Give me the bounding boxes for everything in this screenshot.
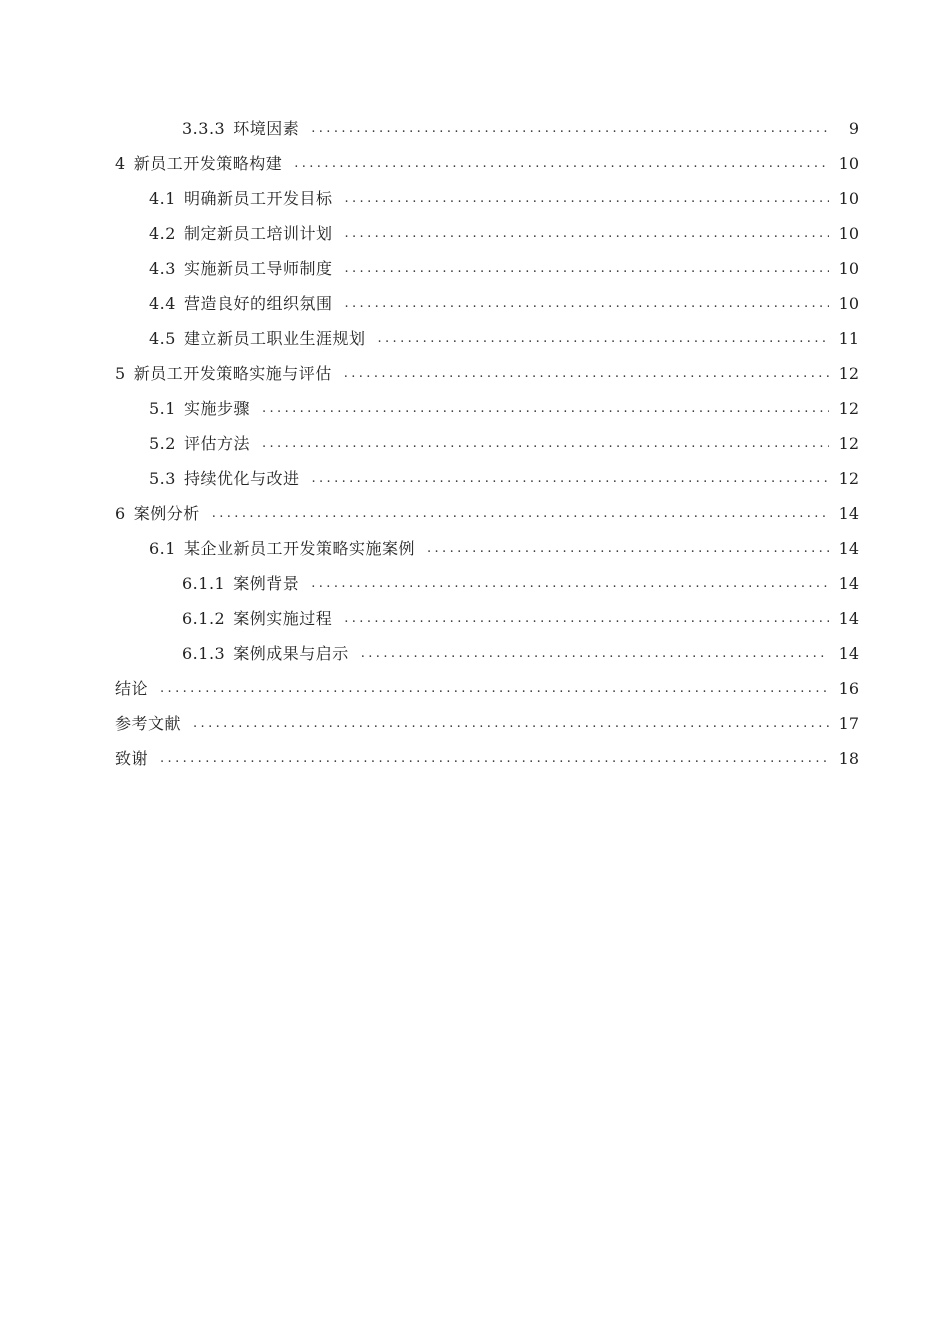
toc-dot-leader [344, 356, 829, 391]
toc-entry-6-1[interactable] [0, 531, 950, 566]
toc-entry-page: 12 [838, 364, 859, 383]
toc-dot-leader [344, 251, 828, 286]
toc-entry-title: 新员工开发策略实施与评估 [133, 364, 332, 383]
toc-entry-page: 14 [838, 574, 859, 593]
toc-entry-title: 实施步骤 [183, 399, 250, 418]
toc-entry-number: 6.1.3 [182, 644, 226, 663]
toc-entry-6-1-3[interactable] [0, 636, 950, 671]
toc-entry-title: 新员工开发策略构建 [133, 154, 283, 173]
toc-entry-title: 建立新员工职业生涯规划 [183, 329, 366, 348]
toc-entry-page: 10 [838, 189, 859, 208]
toc-entry-number: 6.1.2 [182, 609, 226, 628]
toc-entry-title: 案例背景 [233, 574, 300, 593]
toc-dot-leader [160, 671, 829, 706]
toc-entry-6[interactable] [0, 496, 950, 531]
toc-entry-page: 14 [838, 609, 859, 628]
toc-entry-title: 营造良好的组织氛围 [183, 294, 333, 313]
toc-entry-conclusion[interactable] [0, 671, 950, 706]
toc-dot-leader [344, 181, 828, 216]
toc-entry-number: 6.1 [149, 539, 176, 558]
toc-entry-number: 3.3.3 [182, 119, 226, 138]
toc-dot-leader [311, 461, 828, 496]
toc-entry-title: 案例实施过程 [233, 609, 333, 628]
toc-dot-leader [344, 601, 828, 636]
toc-dot-leader [294, 146, 828, 181]
toc-entry-6-1-2[interactable] [0, 601, 950, 636]
toc-dot-leader [193, 706, 829, 741]
toc-entry-number: 4.1 [149, 189, 176, 208]
toc-entry-title: 实施新员工导师制度 [183, 259, 333, 278]
toc-entry-4[interactable] [0, 146, 950, 181]
toc-dot-leader [427, 531, 829, 566]
toc-entry-number: 4 [115, 154, 126, 173]
toc-entry-page: 12 [838, 434, 859, 453]
toc-dot-leader [262, 391, 829, 426]
toc-entry-3-3-3[interactable] [0, 111, 950, 146]
toc-dot-leader [344, 216, 828, 251]
toc-entry-4-5[interactable] [0, 321, 950, 356]
toc-entry-title: 持续优化与改进 [183, 469, 300, 488]
toc-entry-title: 明确新员工开发目标 [183, 189, 333, 208]
toc-entry-page: 14 [838, 644, 859, 663]
toc-entry-page: 10 [838, 259, 859, 278]
toc-entry-5-1[interactable] [0, 391, 950, 426]
toc-entry-number: 6 [115, 504, 126, 523]
toc-entry-5-2[interactable] [0, 426, 950, 461]
toc-entry-acknowledgements[interactable] [0, 741, 950, 776]
toc-entry-5-3[interactable] [0, 461, 950, 496]
toc-entry-number: 5.2 [149, 434, 176, 453]
toc-entry-page: 17 [838, 714, 859, 733]
toc-entry-number: 5.3 [149, 469, 176, 488]
toc-dot-leader [377, 321, 828, 356]
toc-entry-title: 环境因素 [233, 119, 300, 138]
toc-entry-number: 6.1.1 [182, 574, 226, 593]
toc-entry-page: 9 [848, 119, 859, 138]
toc-entry-references[interactable] [0, 706, 950, 741]
toc-dot-leader [361, 636, 829, 671]
toc-entry-4-3[interactable] [0, 251, 950, 286]
toc-dot-leader [262, 426, 829, 461]
toc-entry-page: 12 [838, 399, 859, 418]
toc-entry-title: 制定新员工培训计划 [183, 224, 333, 243]
toc-dot-leader [311, 111, 831, 146]
toc-entry-4-1[interactable] [0, 181, 950, 216]
toc-entry-title: 某企业新员工开发策略实施案例 [183, 539, 415, 558]
toc-entry-number: 4.4 [149, 294, 176, 313]
toc-entry-title: 致谢 [115, 749, 149, 768]
toc-entry-title: 参考文献 [115, 714, 182, 733]
toc-entry-4-4[interactable] [0, 286, 950, 321]
toc-entry-page: 10 [838, 294, 859, 313]
toc-entry-page: 14 [838, 539, 859, 558]
toc-entry-page: 16 [838, 679, 859, 698]
toc-entry-title: 案例成果与启示 [233, 644, 349, 663]
toc-dot-leader [344, 286, 828, 321]
toc-entry-title: 案例分析 [133, 504, 200, 523]
toc-entry-number: 5 [115, 364, 126, 383]
toc-entry-number: 4.3 [149, 259, 176, 278]
toc-entry-number: 5.1 [149, 399, 176, 418]
toc-entry-title: 评估方法 [183, 434, 250, 453]
toc-entry-page: 14 [838, 504, 859, 523]
toc-entry-page: 10 [838, 154, 859, 173]
toc-entry-4-2[interactable] [0, 216, 950, 251]
toc-entry-page: 18 [838, 749, 859, 768]
toc-entry-page: 11 [838, 329, 859, 348]
toc-entry-title: 结论 [115, 679, 149, 698]
table-of-contents [0, 111, 950, 776]
toc-entry-page: 10 [838, 224, 859, 243]
toc-entry-number: 4.5 [149, 329, 176, 348]
toc-dot-leader [311, 566, 828, 601]
toc-entry-6-1-1[interactable] [0, 566, 950, 601]
toc-entry-5[interactable] [0, 356, 950, 391]
toc-dot-leader [160, 741, 829, 776]
toc-entry-number: 4.2 [149, 224, 176, 243]
toc-dot-leader [212, 496, 829, 531]
toc-entry-page: 12 [838, 469, 859, 488]
